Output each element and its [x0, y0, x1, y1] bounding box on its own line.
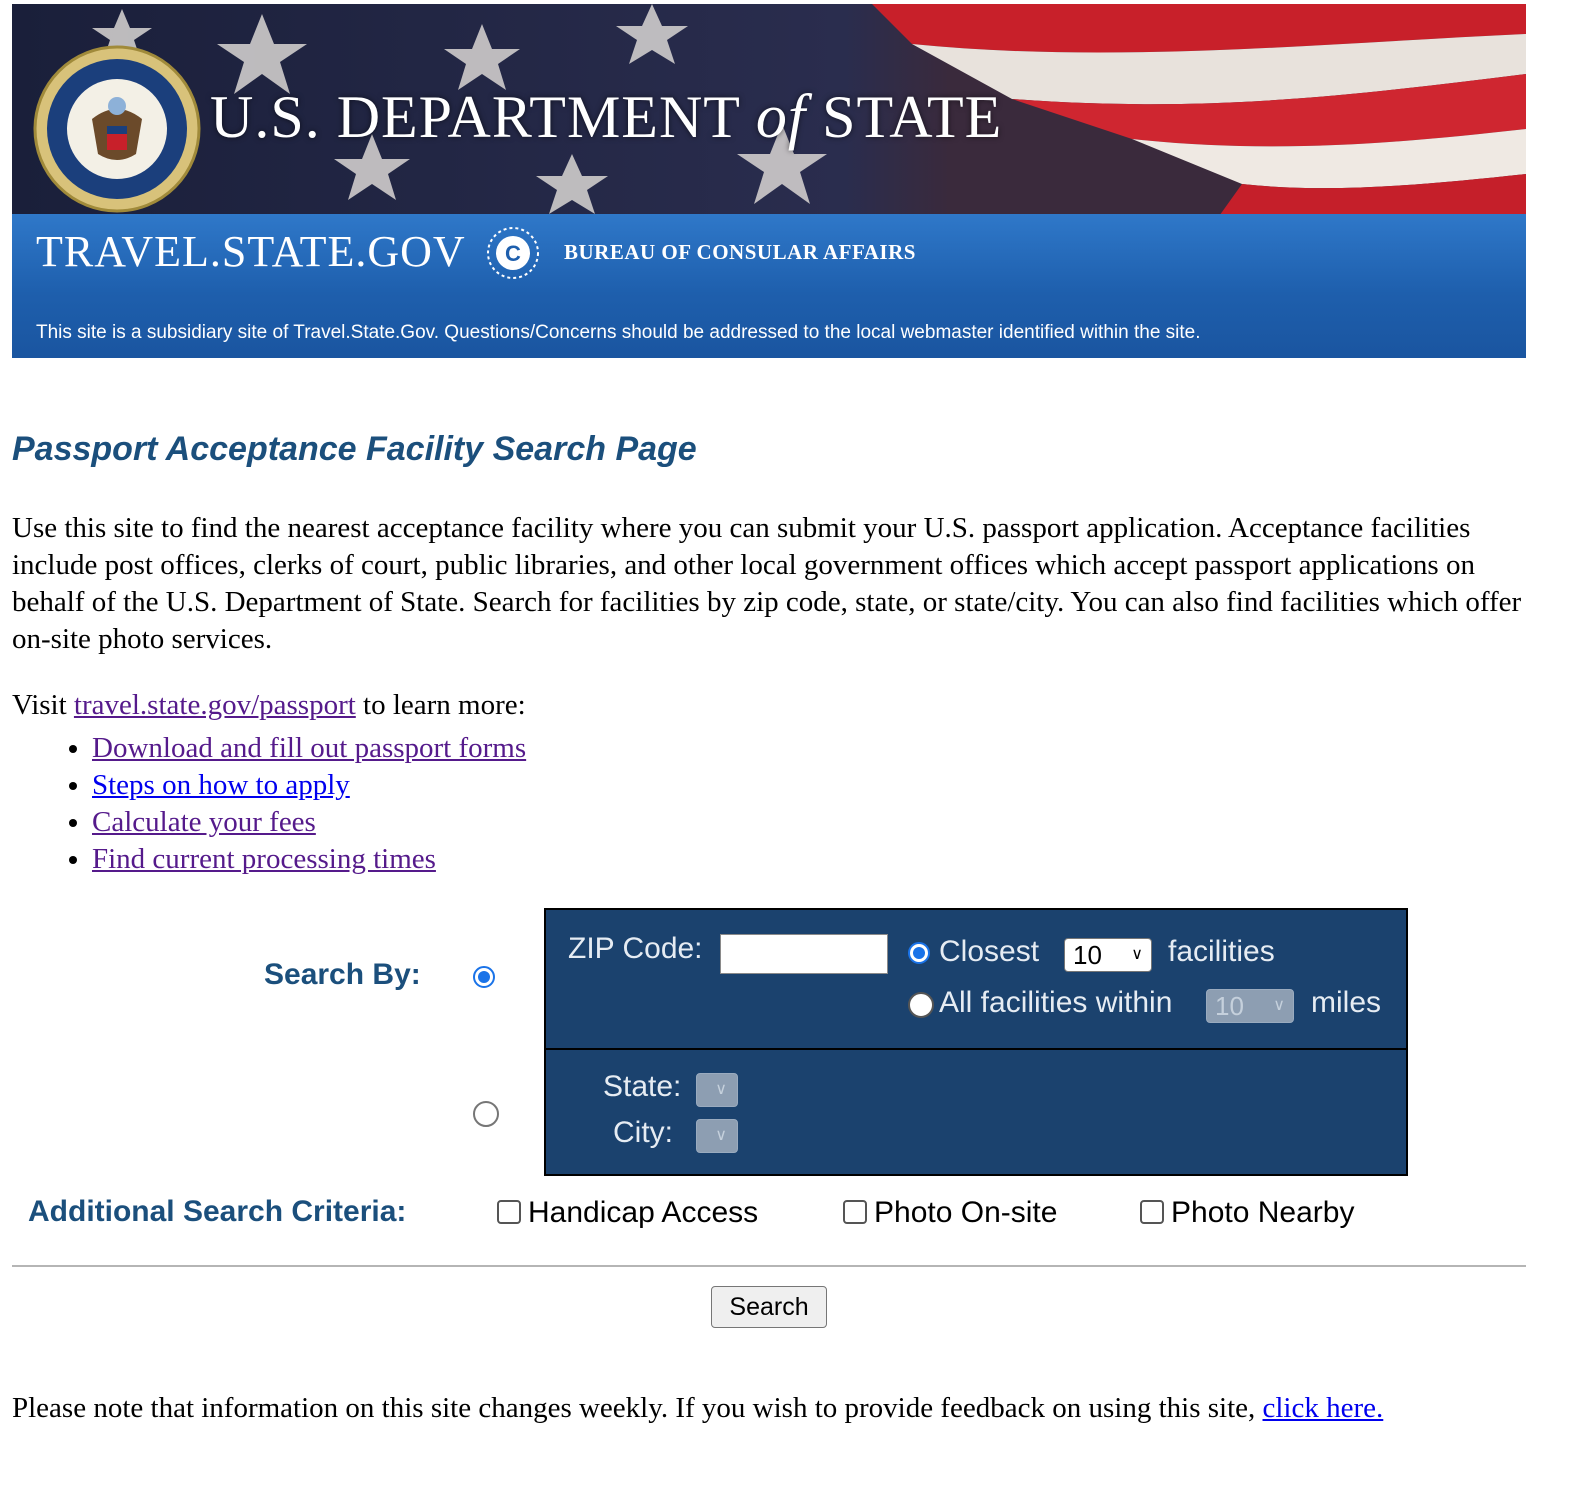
feedback-link[interactable]: click here. — [1262, 1392, 1384, 1424]
feedback-note-text: Please note that information on this site changes weekly. If you wish to provide feedback on using this site, — [12, 1392, 1263, 1424]
chevron-down-icon: ∨ — [715, 1081, 727, 1098]
search-by-state-radio[interactable] — [473, 1101, 499, 1127]
passport-site-link[interactable]: travel.state.gov/passport — [73, 689, 356, 721]
intro-paragraph: Use this site to find the nearest acceptance facility where you can submit your U.S. passport application. Acceptance facilities include post offices, clerks of court, public libraries, and other local government offices which accept passport applications on behalf of the U.S. Department of State. Search for facilities by zip code, state, or state/city. You can also find facilities which offer on-site photo services. — [12, 512, 1522, 655]
list-item — [92, 804, 526, 841]
search-button[interactable]: Search — [711, 1286, 827, 1328]
calculate-fees-link[interactable]: Calculate your fees — [92, 806, 316, 838]
bureau-name: BUREAU OF CONSULAR AFFAIRS — [564, 240, 916, 264]
processing-times-link[interactable]: Find current processing times — [92, 843, 436, 875]
miles-select[interactable] — [1206, 989, 1294, 1023]
list-item — [92, 730, 526, 767]
city-label: City: — [613, 1116, 673, 1149]
additional-criteria-label: Additional Search Criteria: — [28, 1195, 407, 1228]
dept-title-post: STATE — [806, 84, 1003, 150]
photo-nearby-checkbox[interactable] — [1140, 1200, 1164, 1224]
department-of-state-seal — [32, 44, 202, 214]
photo-onsite-checkbox[interactable] — [843, 1200, 867, 1224]
closest-count-value: 10 — [1073, 940, 1102, 970]
all-within-radio[interactable] — [908, 992, 934, 1018]
photo-onsite-label: Photo On-site — [874, 1196, 1058, 1229]
handicap-access-checkbox[interactable] — [497, 1200, 521, 1224]
travel-state-gov-logo: TRAVEL.STATE.GOV — [36, 227, 466, 276]
visit-suffix: to learn more: — [355, 689, 526, 721]
site-banner — [12, 4, 1526, 358]
chevron-down-icon: ∨ — [715, 1127, 727, 1144]
chevron-down-icon: ∨ — [1131, 946, 1143, 963]
panel-divider — [546, 1048, 1406, 1050]
closest-radio[interactable] — [908, 942, 930, 964]
divider — [12, 1265, 1526, 1267]
list-item — [92, 767, 526, 804]
department-title — [210, 82, 1002, 153]
resource-links — [12, 730, 526, 878]
download-forms-link[interactable]: Download and fill out passport forms — [92, 732, 527, 764]
chevron-down-icon: ∨ — [1273, 997, 1285, 1014]
list-item — [92, 841, 526, 878]
consular-c-logo — [486, 226, 540, 280]
photo-nearby-label: Photo Nearby — [1171, 1196, 1355, 1229]
dept-title-pre: U.S. DEPARTMENT — [210, 84, 756, 150]
zip-code-label: ZIP Code: — [568, 932, 703, 965]
closest-count-select[interactable] — [1064, 938, 1152, 972]
all-within-label: All facilities within — [939, 986, 1173, 1019]
feedback-note — [12, 1390, 1532, 1427]
search-by-zip-radio[interactable] — [473, 966, 495, 988]
search-panel — [544, 908, 1408, 1176]
state-label: State: — [603, 1070, 682, 1103]
search-by-label: Search By: — [264, 958, 421, 991]
dept-title-of: of — [755, 83, 807, 151]
miles-value: 10 — [1215, 991, 1244, 1021]
zip-code-input[interactable] — [720, 934, 888, 974]
steps-to-apply-link[interactable]: Steps on how to apply — [92, 769, 350, 801]
handicap-access-label: Handicap Access — [528, 1196, 759, 1229]
state-select[interactable] — [696, 1073, 738, 1107]
visit-prefix: Visit — [12, 689, 74, 721]
subsidiary-note: This site is a subsidiary site of Travel.State.Gov. Questions/Concerns should be addressed to the local webmaster identified within the site. — [36, 322, 1201, 343]
facilities-label: facilities — [1168, 935, 1275, 968]
page-title: Passport Acceptance Facility Search Page — [12, 430, 697, 468]
city-select[interactable] — [696, 1119, 738, 1153]
closest-label: Closest — [939, 935, 1040, 968]
visit-line — [12, 689, 526, 722]
miles-label: miles — [1311, 986, 1382, 1019]
c-logo-letter: C — [505, 241, 521, 266]
